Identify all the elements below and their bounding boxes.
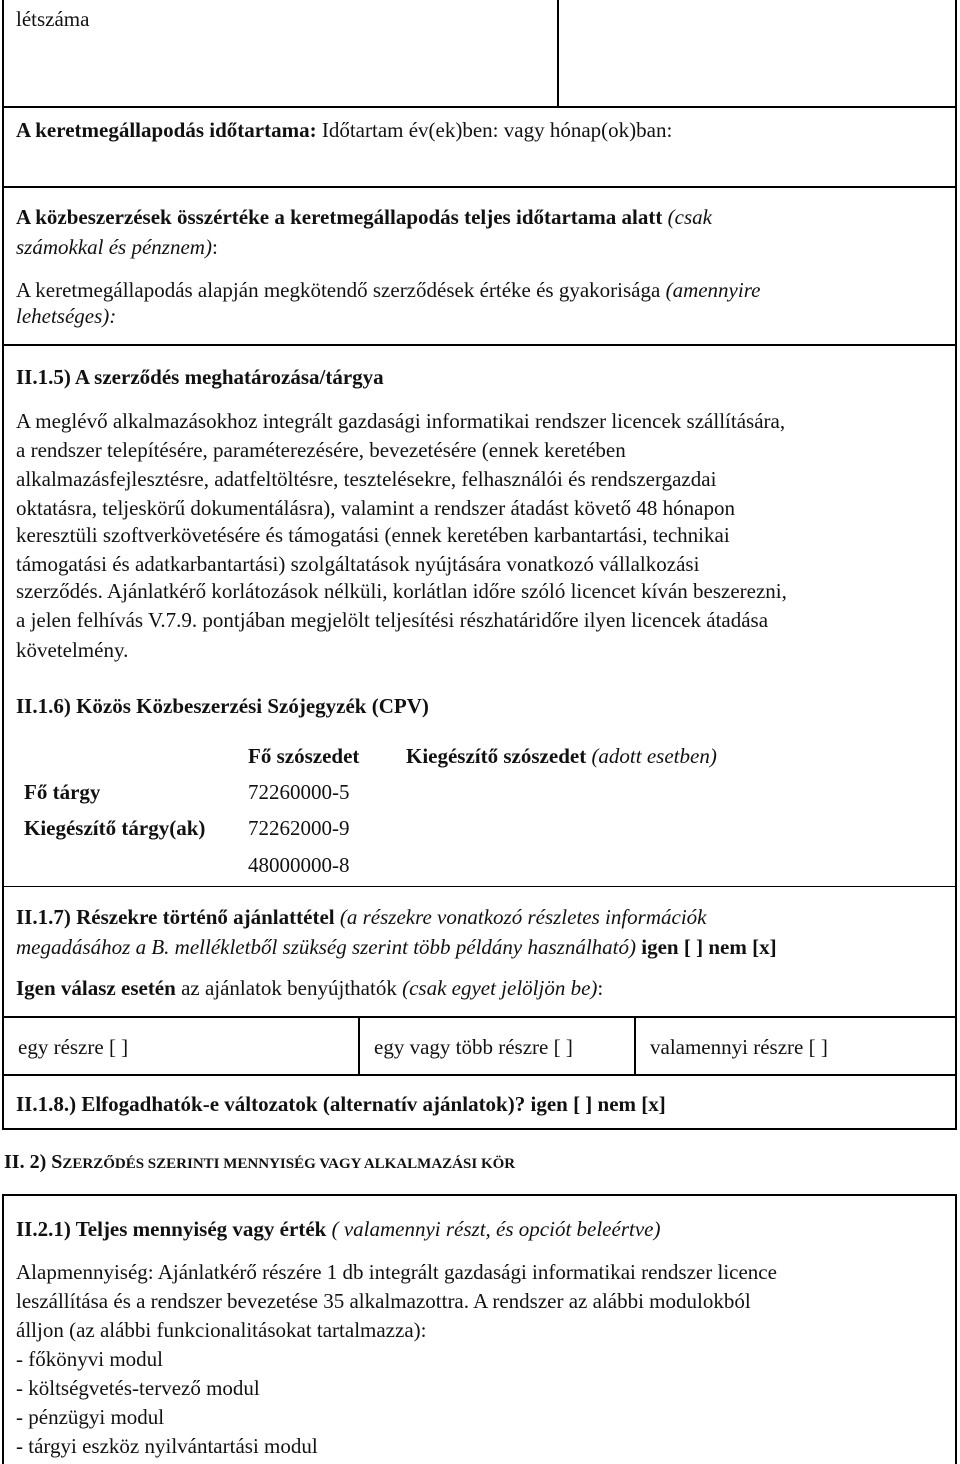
- section-221-heading-line: [16, 1214, 660, 1244]
- contracts-value-text: A keretmegállapodás alapján megkötendő szerződések értéke és gyakorisága: [16, 278, 661, 302]
- section-117-line-2: [16, 932, 777, 962]
- headcount-label: létszáma: [16, 7, 90, 31]
- section-115-line: keresztüli szoftverkövetésére és támogatási (ennek keretében karbantartási, technikai: [16, 523, 730, 547]
- duration-label: A keretmegállapodás időtartama:: [16, 118, 317, 142]
- section-221-line: - pénzügyi modul: [16, 1405, 165, 1429]
- section-117-line-1: [16, 902, 707, 932]
- section-118-heading: II.1.8.) Elfogadhatók-e változatok (alternatív ajánlatok)? igen [ ] nem [x]: [16, 1092, 666, 1116]
- total-value-label: A közbeszerzések összértéke a keretmegállapodás teljes időtartama alatt: [16, 205, 663, 229]
- duration-line: [16, 115, 672, 145]
- cpv-col-supp-note: (adott esetben): [591, 744, 717, 768]
- section-ii2-heading: [4, 1146, 515, 1179]
- if-yes-label: Igen válasz esetén: [16, 976, 176, 1000]
- section-115-line: oktatásra, teljeskörű dokumentálásra), valamint a rendszer átadást követő 48 hónapon: [16, 496, 736, 520]
- section-117-if-yes: [16, 973, 603, 1003]
- section-115-heading: II.1.5) A szerződés meghatározása/tárgya: [16, 365, 384, 389]
- section-117-divider: [2, 886, 957, 887]
- section-ii2-smallcaps: ZERZŐDÉS SZERINTI MENNYISÉG VAGY ALKALMAZÁSI KÖR: [62, 1156, 516, 1172]
- cpv-col-supp: [406, 741, 717, 771]
- section-115-line: követelmény.: [16, 638, 129, 662]
- if-yes-text: az ajánlatok benyújthatók: [181, 976, 397, 1000]
- section-115-line: a rendszer telepítésére, paraméterezésére, bevezetésére (ennek keretében: [16, 438, 626, 462]
- section-115-line: a jelen felhívás V.7.9. pontjában megjelölt teljesítési részhatáridőre ilyen licencek átadása: [16, 608, 769, 632]
- duration-text: Időtartam év(ek)ben: vagy hónap(ok)ban:: [321, 118, 673, 142]
- section-116-heading: II.1.6) Közös Közbeszerzési Szójegyzék (CPV): [16, 694, 429, 718]
- total-value-colon: :: [211, 235, 218, 259]
- section-117-answer: igen [ ] nem [x]: [641, 935, 777, 959]
- section-221-line: - tárgyi eszköz nyilvántartási modul: [16, 1434, 318, 1458]
- section-ii2-prefix: II. 2) S: [4, 1151, 63, 1173]
- cpv-row-supp-label: Kiegészítő tárgy(ak): [24, 816, 206, 840]
- if-yes-note: (csak egyet jelöljön be): [402, 976, 598, 1000]
- section-115-line: támogatási és adatkarbantartási) szolgáltatások nyújtására vonatkozó vállalkozási: [16, 552, 700, 576]
- cpv-row-supp-code-1: 72262000-9: [248, 816, 350, 840]
- total-value-note-1: (csak: [667, 205, 712, 229]
- section-221-line: álljon (az alábbi funkcionalitásokat tartalmazza):: [16, 1318, 427, 1342]
- section-117-note-1: (a részekre vonatkozó részletes információk: [339, 905, 707, 929]
- cpv-col-supp-label: Kiegészítő szószedet: [406, 744, 587, 768]
- contracts-value-note-2: lehetséges):: [16, 304, 117, 328]
- section-221-line: leszállítása és a rendszer bevezetése 35 alkalmazottra. A rendszer az alábbi modulokból: [16, 1289, 751, 1313]
- if-yes-colon: :: [597, 976, 604, 1000]
- section-117-note-2: megadásához a B. mellékletből szükség szerint több példány használható): [16, 935, 637, 959]
- part-option-all: valamennyi részre [ ]: [634, 1016, 957, 1076]
- part-option-one-or-more: egy vagy több részre [ ]: [358, 1016, 636, 1076]
- section-117-heading: II.1.7) Részekre történő ajánlattétel: [16, 905, 335, 929]
- top-right-cell: [557, 0, 957, 108]
- total-value-line: [16, 202, 712, 232]
- cpv-row-main-label: Fő tárgy: [24, 780, 101, 804]
- contracts-value-note-1: (amennyire: [665, 278, 761, 302]
- section-115-line: szerződés. Ajánlatkérő korlátozások nélküli, korlátlan időre szóló licencet kíván beszerezni,: [16, 579, 787, 603]
- section-221-line: - költségvetés-tervező modul: [16, 1376, 260, 1400]
- section-221-heading: II.2.1) Teljes mennyiség vagy érték: [16, 1217, 327, 1241]
- section-115-line: A meglévő alkalmazásokhoz integrált gazdasági informatikai rendszer licencek szállítására,: [16, 409, 786, 433]
- contracts-value-line: [16, 275, 760, 305]
- section-221-line: Alapmennyiség: Ajánlatkérő részére 1 db integrált gazdasági informatikai rendszer licence: [16, 1260, 777, 1284]
- section-115-line: alkalmazásfejlesztésre, adatfeltöltésre, tesztelésekre, felhasználói és rendszergazdai: [16, 467, 717, 491]
- section-221-line: - főkönyvi modul: [16, 1347, 163, 1371]
- cpv-row-main-code: 72260000-5: [248, 780, 350, 804]
- total-value-line-2: [16, 232, 218, 262]
- section-221-note: ( valamennyi részt, és opciót beleértve): [331, 1217, 661, 1241]
- cpv-col-main: Fő szószedet: [248, 744, 360, 768]
- total-value-note-2: számokkal és pénznem): [16, 235, 212, 259]
- part-option-one: egy részre [ ]: [2, 1016, 360, 1076]
- cpv-row-supp-code-2: 48000000-8: [248, 853, 350, 877]
